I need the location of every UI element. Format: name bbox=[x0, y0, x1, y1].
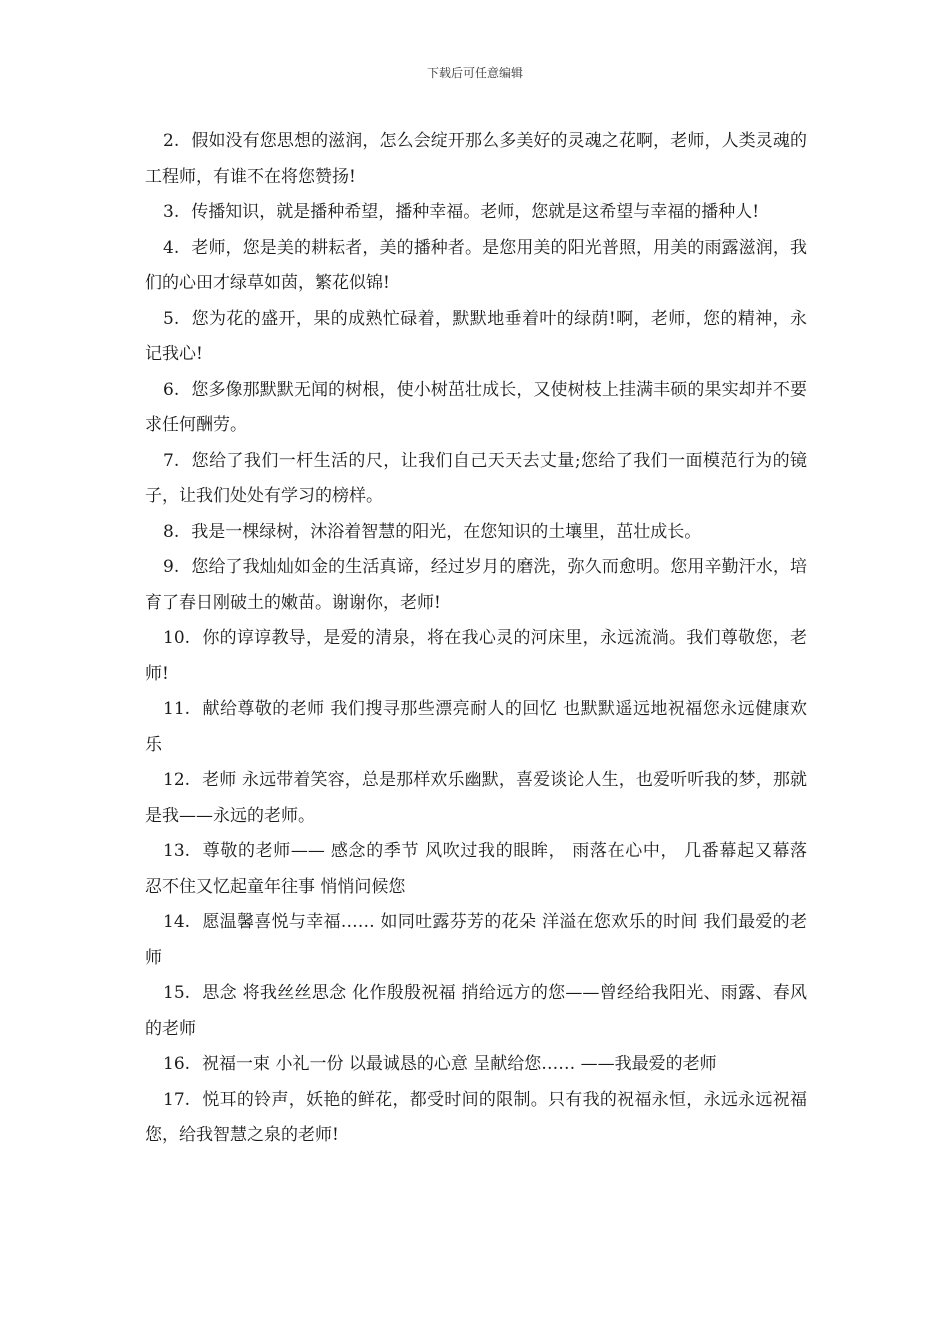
list-item bbox=[145, 515, 807, 551]
item-number: 12. bbox=[163, 770, 191, 790]
list-item bbox=[145, 905, 807, 976]
list-item bbox=[145, 124, 807, 195]
item-number: 3. bbox=[163, 202, 180, 222]
item-text: 您为花的盛开，果的成熟忙碌着，默默地垂着叶的绿荫!啊，老师，您的精神，永记我心! bbox=[145, 308, 807, 364]
item-text: 悦耳的铃声，妖艳的鲜花，都受时间的限制。只有我的祝福永恒，永远永远祝福您，给我智慧之泉的老师! bbox=[145, 1089, 807, 1145]
item-number: 10. bbox=[163, 628, 191, 648]
list-item bbox=[145, 231, 807, 302]
item-number: 5. bbox=[163, 308, 180, 329]
item-text: 愿温馨喜悦与幸福…… 如同吐露芬芳的花朵 洋溢在您欢乐的时间 我们最爱的老师 bbox=[145, 912, 807, 968]
item-text: 你的谆谆教导，是爱的清泉，将在我心灵的河床里，永远流淌。我们尊敬您，老师! bbox=[145, 628, 807, 684]
item-text: 您给了我们一杆生活的尺，让我们自己天天去丈量;您给了我们一面模范行为的镜子，让我们处处有学习的榜样。 bbox=[145, 450, 807, 506]
item-text: 尊敬的老师—— 感念的季节 风吹过我的眼眸， 雨落在心中， 几番幕起又幕落 忍不住又忆起童年往事 悄悄问候您 bbox=[145, 841, 807, 897]
item-number: 8. bbox=[163, 521, 180, 542]
list-item bbox=[145, 763, 807, 834]
item-number: 9. bbox=[163, 557, 180, 577]
item-number: 7. bbox=[163, 450, 180, 471]
item-number: 14. bbox=[163, 912, 191, 932]
list-item bbox=[145, 373, 807, 444]
item-number: 4. bbox=[163, 237, 180, 258]
page-header: 下载后可任意编辑 bbox=[426, 66, 523, 80]
list-item bbox=[145, 444, 807, 515]
item-text: 我是一棵绿树，沐浴着智慧的阳光，在您知识的土壤里，茁壮成长。 bbox=[191, 521, 702, 542]
list-item bbox=[145, 976, 807, 1047]
item-text: 思念 将我丝丝思念 化作殷殷祝福 捎给远方的您——曾经给我阳光、雨露、春风的老师 bbox=[145, 983, 807, 1039]
list-item bbox=[145, 621, 807, 692]
item-text: 老师，您是美的耕耘者，美的播种者。是您用美的阳光普照，用美的雨露滋润，我们的心田才绿草如茵，繁花似锦! bbox=[145, 237, 807, 293]
item-text: 传播知识，就是播种希望，播种幸福。老师，您就是这希望与幸福的播种人! bbox=[191, 202, 760, 222]
item-number: 6. bbox=[163, 379, 180, 400]
item-text: 您多像那默默无闻的树根，使小树茁壮成长，又使树枝上挂满丰硕的果实却并不要求任何酬劳。 bbox=[145, 379, 807, 435]
list-item bbox=[145, 834, 807, 905]
list-item bbox=[145, 1047, 807, 1083]
list-item bbox=[145, 195, 807, 231]
item-text: 老师 永远带着笑容，总是那样欢乐幽默，喜爱谈论人生，也爱听听我的梦，那就是我——永远的老师。 bbox=[145, 770, 807, 826]
list-item bbox=[145, 550, 807, 621]
item-text: 您给了我灿灿如金的生活真谛，经过岁月的磨洗，弥久而愈明。您用辛勤汗水，培育了春日刚破土的嫩苗。谢谢你，老师! bbox=[145, 557, 807, 613]
item-number: 17. bbox=[163, 1089, 191, 1110]
item-text: 献给尊敬的老师 我们搜寻那些漂亮耐人的回忆 也默默遥远地祝福您永远健康欢乐 bbox=[145, 699, 807, 755]
list-item bbox=[145, 302, 807, 373]
list-item bbox=[145, 692, 807, 763]
item-number: 13. bbox=[163, 841, 191, 861]
blessing-list bbox=[145, 124, 807, 1154]
item-text: 祝福一束 小礼一份 以最诚恳的心意 呈献给您…… ——我最爱的老师 bbox=[202, 1054, 717, 1074]
item-number: 15. bbox=[163, 983, 191, 1003]
item-number: 2. bbox=[163, 131, 180, 151]
item-text: 假如没有您思想的滋润，怎么会绽开那么多美好的灵魂之花啊，老师，人类灵魂的工程师，有谁不在将您赞扬! bbox=[145, 131, 807, 187]
list-item bbox=[145, 1083, 807, 1154]
item-number: 16. bbox=[163, 1054, 191, 1074]
item-number: 11. bbox=[163, 699, 191, 719]
